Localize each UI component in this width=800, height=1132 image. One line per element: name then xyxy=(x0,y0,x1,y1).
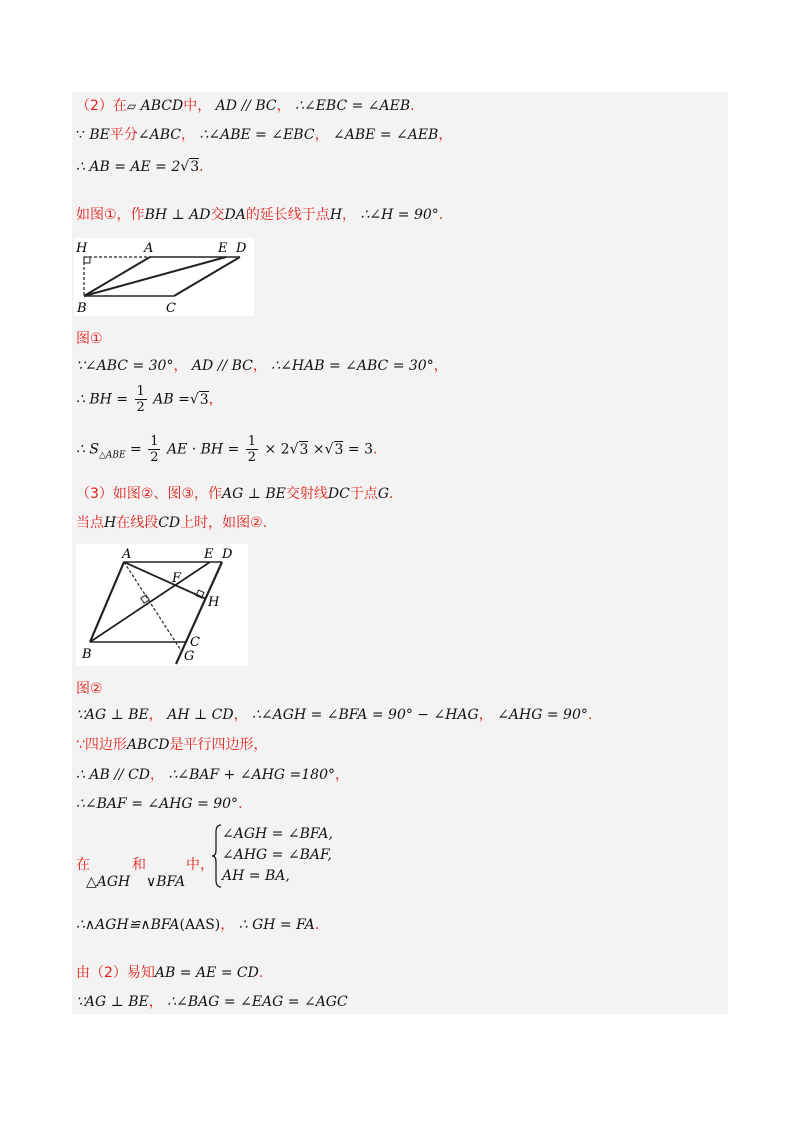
line-bh-value: ∴ BH = $\frac{1}{2}$ AB =√3， xyxy=(76,384,223,415)
line-baf-90: ∴∠BAF = ∠AHG = 90°. xyxy=(76,796,243,812)
label-g: G xyxy=(184,649,195,664)
right-angle-mark-f xyxy=(141,595,149,603)
segment-ab xyxy=(84,257,150,296)
label-e: E xyxy=(218,241,228,256)
line-bag-eag: ∵AG ⊥ BE， ∴∠BAG = ∠EAG = ∠AGC xyxy=(76,994,348,1010)
line-perpendiculars: ∵AG ⊥ BE， AH ⊥ CD， ∴∠AGH = ∠BFA = 90° − ∠HAG， ∠AHG = 90°. xyxy=(76,707,593,723)
triangle-agh: △AGH xyxy=(86,874,131,890)
label-f: F xyxy=(172,571,182,586)
line-part3-intro: （3）如图②、图③，作AG ⊥ BE交射线DC于点G. xyxy=(76,486,394,502)
label-zai: 在 xyxy=(76,857,90,873)
congruence-conditions xyxy=(212,824,362,888)
label-a: A xyxy=(122,547,132,562)
fraction: $\frac{1}{2}$ xyxy=(247,434,257,465)
figure-2-caption: 图② xyxy=(76,681,103,697)
line-angle-30: ∵∠ABC = 30°， AD // BC， ∴∠HAB = ∠ABC = 30°， xyxy=(76,358,448,374)
line-from-part2: 由（2）易知AB = AE = CD. xyxy=(76,965,264,981)
label-e: E xyxy=(204,547,214,562)
fraction: $\frac{1}{2}$ xyxy=(150,434,159,465)
right-angle-mark xyxy=(84,257,90,263)
label-a: A xyxy=(144,241,154,256)
label-zhong: 中， xyxy=(186,857,214,873)
line-part2-intro: （2）在▱ ABCD中， AD // BC， ∴∠EBC = ∠AEB. xyxy=(76,98,415,114)
line-ab-parallel-cd: ∴ AB // CD， ∴∠BAF + ∠AHG =180°， xyxy=(76,767,350,783)
left-brace-icon xyxy=(212,824,222,888)
line-ab-ae: ∴ AB = AE = 2√3. xyxy=(76,159,204,175)
segment-be xyxy=(84,257,226,296)
figure-2 xyxy=(76,544,248,666)
line-case-h-on-cd: 当点H在线段CD上时，如图②. xyxy=(76,515,268,531)
label-d: D xyxy=(236,241,247,256)
label-he: 和 xyxy=(132,857,146,873)
sqrt-icon: √ xyxy=(324,441,334,458)
triangle-bfa: ∨BFA xyxy=(146,874,186,890)
condition-row: ∠AGH = ∠BFA, xyxy=(222,826,333,842)
label-b: B xyxy=(77,301,87,316)
line-bisector: ∵ BE平分∠ABC， ∴∠ABE = ∠EBC， ∠ABE = ∠AEB， xyxy=(76,127,453,143)
fraction: $\frac{1}{2}$ xyxy=(136,384,145,415)
label-h: H xyxy=(208,595,220,610)
condition-row: AH = BA, xyxy=(222,868,290,884)
label-b: B xyxy=(82,647,92,662)
label-d: D xyxy=(222,547,233,562)
sqrt-icon: √ xyxy=(189,391,199,408)
label-h: H xyxy=(76,241,88,256)
figure-1-caption: 图① xyxy=(76,331,103,347)
figure-1 xyxy=(74,238,254,316)
line-congruent: ∴∧AGH≌∧BFA(AAS)， ∴ GH = FA. xyxy=(76,917,320,933)
parallelogram-icon: ▱ xyxy=(126,99,137,113)
label-c: C xyxy=(190,635,200,650)
condition-row: ∠AHG = ∠BAF, xyxy=(222,847,332,863)
sqrt-icon: √ xyxy=(289,441,299,458)
line-parallelogram: ∵四边形ABCD是平行四边形， xyxy=(76,737,268,753)
line-area: ∴ $S_{\triangle ABE}$ = $\frac{1}{2}$ AE · BH = $\frac{1}{2}$ × 2√3 ×√3 = 3. xyxy=(76,434,378,465)
sqrt-icon: √ xyxy=(180,159,190,175)
label-c: C xyxy=(166,301,176,316)
line-construct-bh: 如图①，作BH ⊥ AD交DA的延长线于点H， ∴∠H = 90°. xyxy=(76,207,444,223)
